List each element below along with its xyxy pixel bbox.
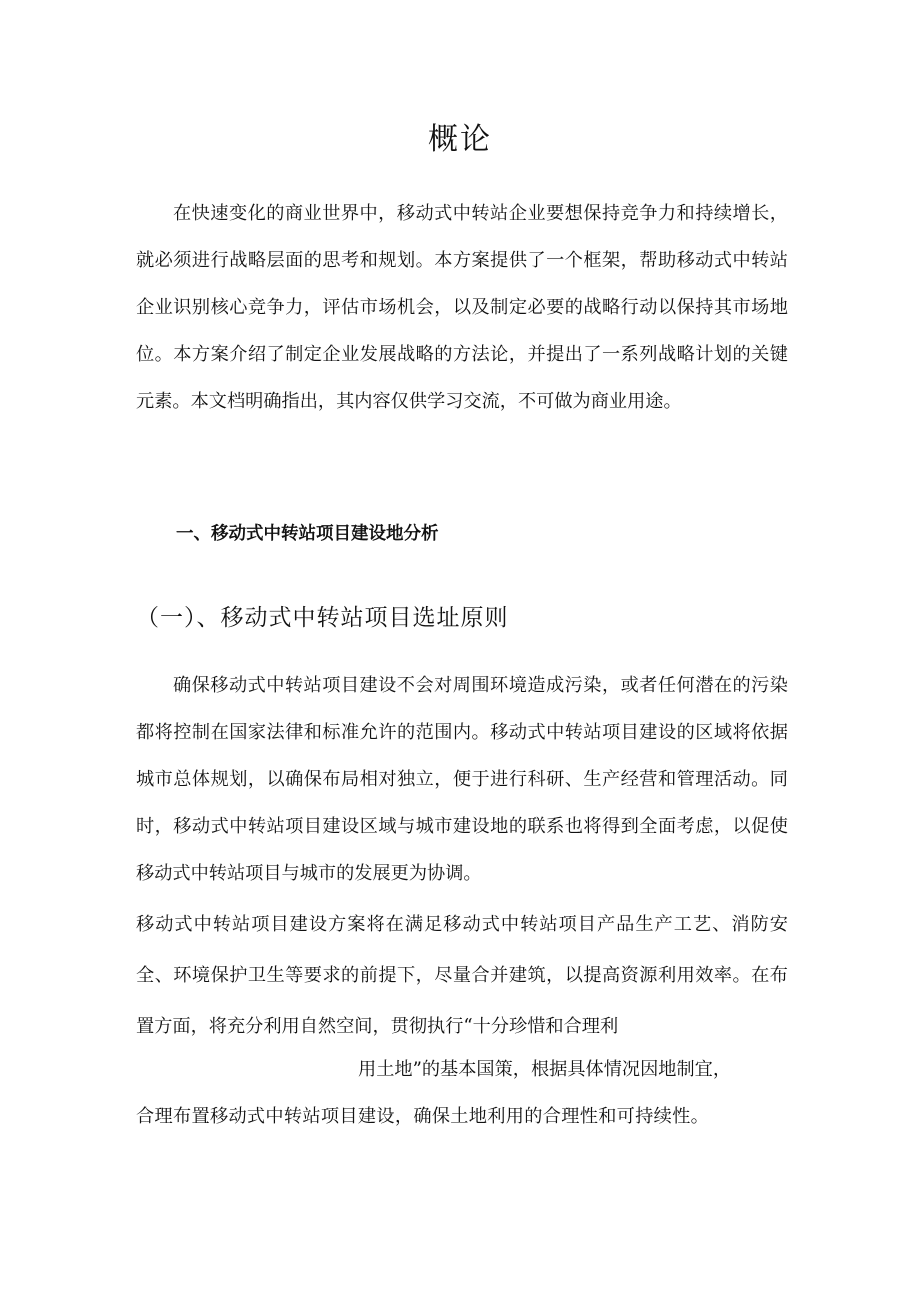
section-heading: 一、移动式中转站项目建设地分析 (176, 524, 439, 544)
subsection-heading: （一）、移动式中转站项目选址原则 (136, 605, 509, 631)
body-paragraph-3: 用土地”的基本国策，根据具体情况因地制宜， (358, 1059, 732, 1080)
intro-paragraph: 在快速变化的商业世界中，移动式中转站企业要想保持竞争力和持续增长，就必须进行战略层面的思考和规划。本方案提供了一个框架，帮助移动式中转站企业识别核心竞争力，评估市场机会，以及制定必要的战略行动以保持其市场地位。本方案介绍了制定企业发展战略的方法论，并提出了一系列战略计划的关键元素。本文档明确指出，其内容仅供学习交流，不可做为商业用途。 (136, 203, 788, 412)
body-paragraph-1: 确保移动式中转站项目建设不会对周围环境造成污染，或者任何潜在的污染都将控制在国家法律和标准允许的范围内。移动式中转站项目建设的区域将依据城市总体规划，以确保布局相对独立，便于进行科研、生产经营和管理活动。同时，移动式中转站项目建设区域与城市建设地的联系也将得到全面考虑，以促使移动式中转站项目与城市的发展更为协调。 (136, 675, 788, 884)
body-paragraph-2: 移动式中转站项目建设方案将在满足移动式中转站项目产品生产工艺、消防安全、环境保护卫生等要求的前提下，尽量合并建筑，以提高资源利用效率。在布置方面，将充分利用自然空间，贯彻执行“十分珍惜和合理利 (136, 914, 788, 1037)
page-title: 概论 (428, 122, 492, 157)
body-paragraph-4: 合理布置移动式中转站项目建设，确保土地利用的合理性和可持续性。 (136, 1106, 710, 1127)
